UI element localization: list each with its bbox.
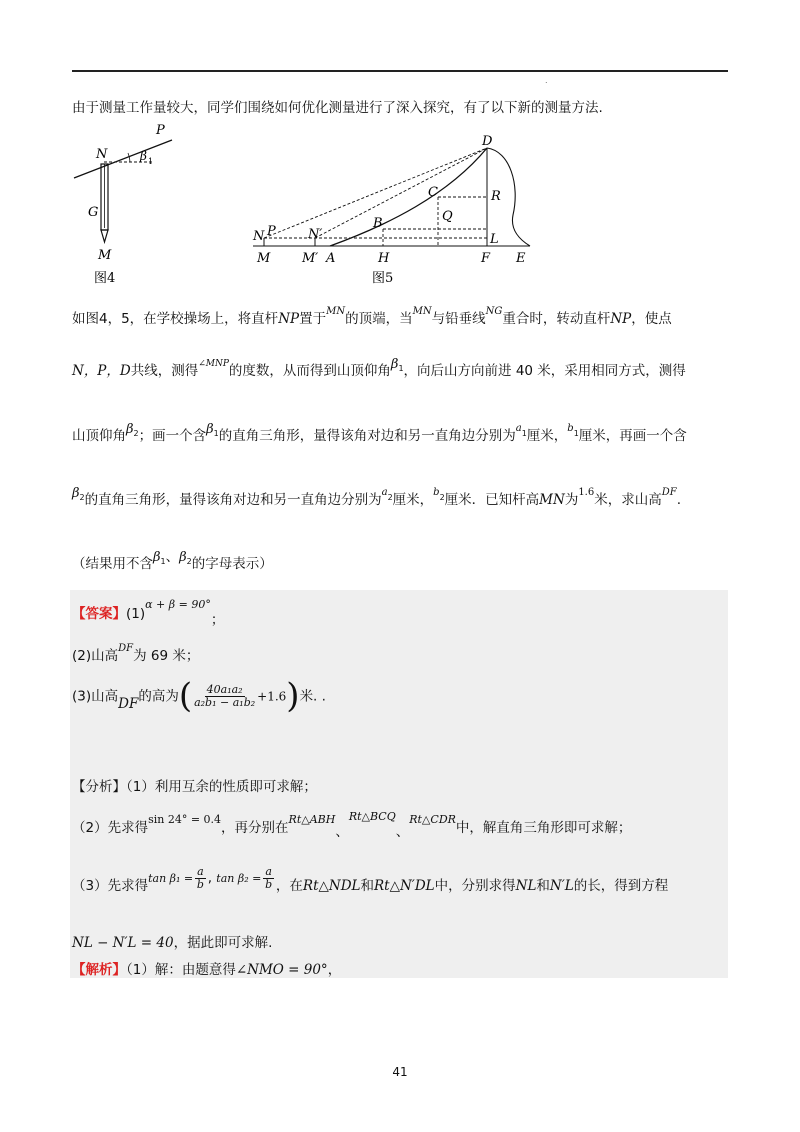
fig4-label-g: G <box>88 205 99 220</box>
fig4-caption: 图4 <box>94 271 116 286</box>
problem-line-1: 如图4，5，在学校操场上，将直杆NP置于$^{MN}$的顶端，当$^{MN}$与铅垂线$^{NG}$重合时，转动直杆NP，使点 <box>72 306 672 327</box>
fig5-label-h: H <box>378 251 390 266</box>
fig5-label-m-prime: M′ <box>302 251 319 266</box>
problem-line-4: $\beta^2$的直角三角形，量得该角对边和另一直角边分别为$^{a2}$厘米，$^{b2}$厘米．已知杆高MN为$^{1.6}$米，求山高$^{DF}$. <box>72 486 681 508</box>
fig5-label-n: N <box>253 229 265 244</box>
fig5-label-q: Q <box>442 209 453 224</box>
analysis-line-2: （2）先求得$^{sin 24^\circ = 0.4}$，再分别在$^{Rt\triangle ABH}$、$^{Rt\triangle BCQ}$、$^{Rt\triangle CDR}$中，解直角三角形即可求解； <box>72 810 632 840</box>
figure-5 <box>248 135 548 285</box>
fig4-label-p: P <box>156 123 165 138</box>
fig5-label-d: D <box>482 135 493 149</box>
problem-line-2: N，P，D共线，测得$^{\angle MNP}$的度数，从而得到山顶仰角$\beta^1$，向后山方向前进 40 米，采用相同方式，测得 <box>72 357 686 379</box>
solution-line-1: 【解析】（1）解：由题意得∠NMO = 90°， <box>72 962 342 978</box>
fig5-label-m: M <box>257 251 271 266</box>
fig5-label-n-prime: N′ <box>308 227 323 242</box>
analysis-line-3: （3）先求得$^{tan \beta_1 =}$ $\frac{a}{b}$ , $^{tan \beta_2 =}$ $\frac{a}{b}$ ，在Rt△NDL和Rt△N′DL中，分别求得NL和N′L的长，得到方程 <box>72 865 669 895</box>
answer-fraction: $\frac{\text{40a₁a₂}}{\text{a₂b₁ − a₁b₂}}$ <box>194 683 256 709</box>
fig5-label-f: F <box>481 251 491 266</box>
fig4-label-m: M <box>98 248 112 263</box>
intro-paragraph: 由于测量工作量较大，同学们围绕如何优化测量进行了深入探究，有了以下新的测量方法. <box>72 100 603 116</box>
page-number: 41 <box>392 1065 408 1079</box>
answer-line-2: (2)山高$^{DF}$为 69 米； <box>72 643 200 664</box>
figure-4 <box>70 118 180 288</box>
analysis-line-4: NL − N′L = 40，据此即可求解. <box>72 935 273 951</box>
analysis-line-1: 【分析】（1）利用互余的性质即可求解； <box>72 779 317 795</box>
fig5-label-e: E <box>516 251 526 266</box>
header-rule <box>72 70 728 72</box>
fig5-label-p: P <box>267 224 276 239</box>
fig4-label-n: N <box>96 147 108 162</box>
pole-tip <box>101 230 108 242</box>
fig5-label-a: A <box>326 251 336 266</box>
header-dot: . <box>545 76 548 85</box>
rod-np <box>74 140 172 178</box>
sightline-n1d <box>315 148 487 238</box>
fig5-label-c: C <box>428 185 438 200</box>
fig5-label-r: R <box>491 189 501 204</box>
answer-line-1: 【答案】$(1)^{\alpha + \beta = 90^\circ}$； <box>72 598 225 628</box>
fig5-label-l: L <box>490 232 499 247</box>
answer-line-3: (3)山高DF的高为( $\frac{\text{40a₁a₂}}{\text{a₂b₁ − a₁b₂}}$ +1.6)米. . <box>72 676 326 716</box>
problem-line-3: 山顶仰角$\beta^2$；画一个含$\beta^1$的直角三角形，量得该角对边和另一直角边分别为$^{a1}$厘米，$^{b1}$厘米，再画一个含 <box>72 422 687 444</box>
fig5-label-b: B <box>373 216 383 231</box>
fig5-caption: 图5 <box>372 271 394 285</box>
fig4-label-beta-sub: 1 <box>148 157 154 166</box>
problem-note: （结果用不含$\beta^1$、$\beta^2$的字母表示） <box>72 549 273 572</box>
fig4-label-beta: β <box>140 149 147 163</box>
